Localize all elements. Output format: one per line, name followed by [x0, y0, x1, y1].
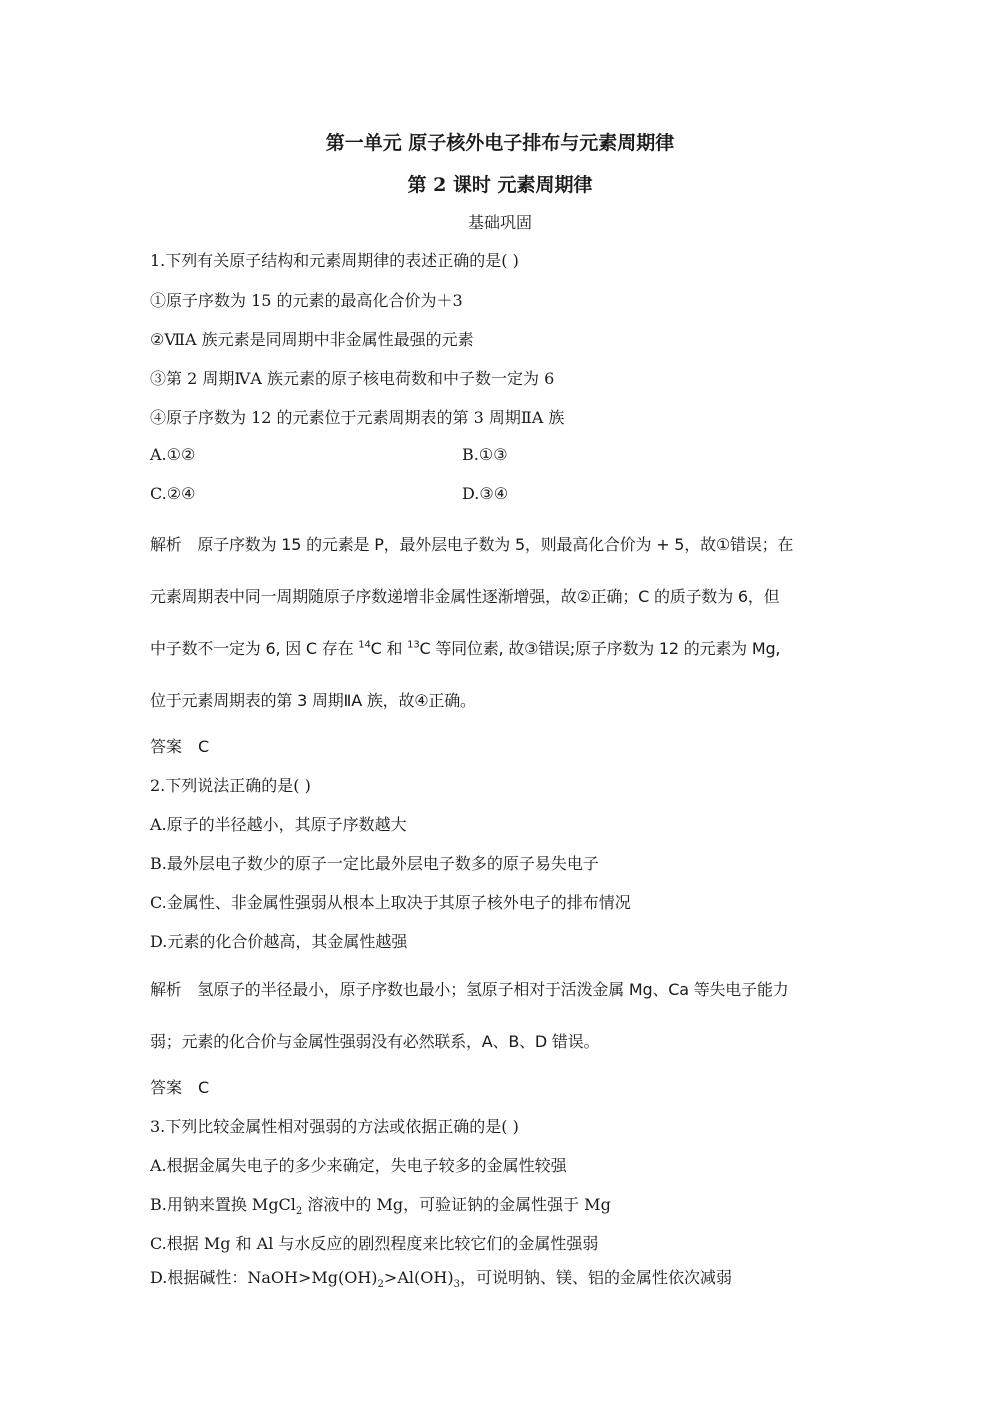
q2-option-c: C.金属性、非金属性强弱从根本上取决于其原子核外电子的排布情况	[150, 893, 631, 912]
isotope-13-mass: 13	[407, 639, 420, 651]
lesson-title: 第 2 课时 元素周期律	[407, 174, 593, 196]
q1-option-b: B.①③	[462, 445, 508, 464]
q1-statement-4: ④原子序数为 12 的元素位于元素周期表的第 3 周期ⅡA 族	[150, 408, 565, 427]
q1-explanation-line-4: 位于元素周期表的第 3 周期ⅡA 族，故④正确。	[150, 691, 476, 710]
q2-explanation-line-1: 解析 氢原子的半径最小，原子序数也最小；氢原子相对于活泼金属 Mg、Ca 等失电子能力	[150, 980, 789, 999]
q3-option-b	[150, 1192, 611, 1217]
q2-answer: 答案 C	[150, 1078, 210, 1097]
unit-title: 第一单元 原子核外电子排布与元素周期律	[325, 132, 675, 154]
q2-option-a: A.原子的半径越小，其原子序数越大	[150, 815, 407, 834]
q1-expl3-post: C 等同位素, 故③错误;原子序数为 12 的元素为 Mg,	[419, 639, 781, 658]
q3-stem: 3.下列比较金属性相对强弱的方法或依据正确的是( )	[150, 1117, 519, 1136]
q2-stem: 2.下列说法正确的是( )	[150, 776, 311, 795]
q1-option-a: A.①②	[150, 445, 196, 464]
q3-optb-post: 溶液中的 Mg，可验证钠的金属性强于 Mg	[302, 1195, 611, 1214]
q1-statement-3: ③第 2 周期ⅣA 族元素的原子核电荷数和中子数一定为 6	[150, 369, 555, 388]
q3-option-c: C.根据 Mg 和 Al 与水反应的剧烈程度来比较它们的金属性强弱	[150, 1234, 599, 1253]
section-title: 基础巩固	[467, 213, 532, 232]
q1-option-c: C.②④	[150, 484, 196, 503]
q3-optd-pre: D.根据碱性：NaOH>Mg(OH)	[150, 1268, 378, 1287]
q1-answer: 答案 C	[150, 737, 210, 756]
q1-stem: 1.下列有关原子结构和元素周期律的表述正确的是( )	[150, 251, 519, 270]
q1-expl3-mid: C 和	[370, 639, 408, 658]
q3-optd-mid: >Al(OH)	[383, 1268, 454, 1287]
q3-option-d	[150, 1265, 732, 1290]
subscript-3: 3	[453, 1279, 460, 1291]
q1-explanation-line-3	[150, 636, 780, 659]
q1-option-d: D.③④	[462, 484, 509, 503]
q2-option-b: B.最外层电子数少的原子一定比最外层电子数多的原子易失电子	[150, 854, 599, 873]
q1-expl3-pre: 中子数不一定为 6, 因 C 存在	[150, 639, 359, 658]
q2-option-d: D.元素的化合价越高，其金属性越强	[150, 932, 408, 951]
q3-optd-post: ，可说明钠、镁、铝的金属性依次减弱	[459, 1268, 732, 1287]
isotope-14-mass: 14	[358, 639, 371, 651]
subscript-2: 2	[295, 1206, 303, 1218]
q2-explanation-line-2: 弱；元素的化合价与金属性强弱没有必然联系，A、B、D 错误。	[150, 1032, 600, 1051]
q3-optb-pre: B.用钠来置换 MgCl	[150, 1195, 296, 1214]
q1-explanation-line-2: 元素周期表中同一周期随原子序数递增非金属性逐渐增强，故②正确；C 的质子数为 6，但	[150, 587, 780, 606]
q1-statement-1: ①原子序数为 15 的元素的最高化合价为＋3	[150, 291, 463, 310]
q1-statement-2: ②ⅦA 族元素是同周期中非金属性最强的元素	[150, 330, 474, 349]
q1-explanation-line-1: 解析 原子序数为 15 的元素是 P，最外层电子数为 5，则最高化合价为 + 5，故①错误；在	[150, 535, 794, 554]
subscript-2: 2	[377, 1279, 384, 1291]
q3-option-a: A.根据金属失电子的多少来确定，失电子较多的金属性较强	[150, 1156, 567, 1175]
